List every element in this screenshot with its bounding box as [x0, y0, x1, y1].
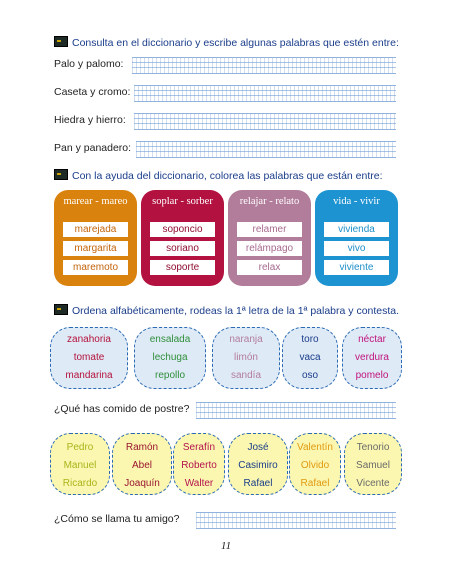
- exercise-icon: [54, 169, 68, 180]
- word-cloud-4: [282, 327, 338, 389]
- row-label-1: Palo y palomo:: [54, 58, 124, 70]
- cloud-word[interactable]: Rafael: [243, 478, 273, 489]
- instruction-1-text: Consulta en el diccionario y escribe algunas palabras que estén entre:: [72, 37, 399, 49]
- name-cloud-5: [289, 433, 341, 495]
- cloud-word[interactable]: Ricardo: [62, 478, 98, 489]
- cloud-word[interactable]: Rafael: [300, 478, 330, 489]
- question-2: ¿Cómo se llama tu amigo?: [54, 513, 180, 525]
- cloud-word[interactable]: Walter: [184, 478, 214, 489]
- cloud-word[interactable]: oso: [301, 370, 319, 381]
- answer-lines-4[interactable]: [136, 141, 396, 158]
- card-word[interactable]: relamer: [237, 222, 302, 237]
- cloud-word[interactable]: Olvido: [300, 460, 330, 471]
- answer-lines-5[interactable]: [196, 402, 396, 419]
- cloud-word[interactable]: néctar: [358, 334, 386, 345]
- word-card-2: [141, 190, 224, 286]
- cloud-word[interactable]: Valentín: [297, 442, 333, 453]
- exercise-icon: [54, 304, 68, 315]
- cloud-word[interactable]: tomate: [73, 352, 105, 363]
- cloud-word[interactable]: limón: [234, 352, 258, 363]
- instruction-1: [54, 36, 399, 49]
- cloud-word[interactable]: lechuga: [152, 352, 188, 363]
- cloud-word[interactable]: repollo: [154, 370, 186, 381]
- instruction-3-text: Ordena alfabéticamente, rodeas la 1ª letra de la 1ª palabra y contesta.: [72, 305, 400, 317]
- cloud-word[interactable]: Tenorio: [356, 442, 390, 453]
- cloud-word[interactable]: naranja: [229, 334, 263, 345]
- cloud-word[interactable]: Roberto: [181, 460, 217, 471]
- cloud-word[interactable]: verdura: [355, 352, 389, 363]
- exercise-icon: [54, 36, 68, 47]
- name-cloud-4: [228, 433, 288, 495]
- cloud-word[interactable]: pomelo: [355, 370, 389, 381]
- cloud-word[interactable]: ensalada: [149, 334, 191, 345]
- name-cloud-3: [173, 433, 225, 495]
- cloud-word[interactable]: vaca: [299, 352, 321, 363]
- card-word[interactable]: vivienda: [324, 222, 389, 237]
- card-word[interactable]: vivo: [324, 241, 389, 256]
- word-cloud-3: [212, 327, 280, 389]
- answer-lines-1[interactable]: [132, 57, 396, 74]
- cloud-word[interactable]: sandía: [230, 370, 262, 381]
- word-card-3: [228, 190, 311, 286]
- word-cloud-1: [50, 327, 128, 389]
- instruction-2: [54, 169, 383, 182]
- cloud-word[interactable]: José: [247, 442, 269, 453]
- cloud-word[interactable]: Abel: [131, 460, 153, 471]
- card-word[interactable]: maremoto: [63, 260, 128, 275]
- cloud-word[interactable]: mandarina: [65, 370, 113, 381]
- cloud-word[interactable]: Pedro: [66, 442, 94, 453]
- card-word[interactable]: soriano: [150, 241, 215, 256]
- name-cloud-6: [344, 433, 402, 495]
- word-card-1: [54, 190, 137, 286]
- cloud-word[interactable]: zanahoria: [67, 334, 111, 345]
- answer-lines-2[interactable]: [134, 85, 396, 102]
- instruction-3: [54, 304, 399, 317]
- card-header: vida - vivir: [333, 196, 380, 207]
- card-word[interactable]: soponcio: [150, 222, 215, 237]
- cloud-word[interactable]: Joaquín: [124, 478, 160, 489]
- row-label-4: Pan y panadero:: [54, 142, 132, 154]
- name-cloud-1: [50, 433, 110, 495]
- word-cloud-5: [342, 327, 402, 389]
- cloud-word[interactable]: Ramón: [125, 442, 159, 453]
- card-word[interactable]: viviente: [324, 260, 389, 275]
- card-header: soplar - sorber: [152, 196, 213, 207]
- word-cloud-2: [134, 327, 206, 389]
- cloud-word[interactable]: Serafín: [182, 442, 216, 453]
- card-word[interactable]: relámpago: [237, 241, 302, 256]
- card-word[interactable]: marejada: [63, 222, 128, 237]
- card-word[interactable]: relax: [237, 260, 302, 275]
- answer-lines-6[interactable]: [196, 512, 396, 529]
- cloud-word[interactable]: toro: [301, 334, 319, 345]
- cloud-word[interactable]: Samuel: [356, 460, 390, 471]
- cloud-word[interactable]: Vicente: [356, 478, 390, 489]
- card-header: marear - mareo: [63, 196, 128, 207]
- card-word[interactable]: soporte: [150, 260, 215, 275]
- answer-lines-3[interactable]: [134, 113, 396, 130]
- instruction-2-text: Con la ayuda del diccionario, colorea las palabras que están entre:: [72, 170, 383, 182]
- page-number: 11: [220, 540, 232, 552]
- name-cloud-2: [112, 433, 172, 495]
- card-word[interactable]: margarita: [63, 241, 128, 256]
- cloud-word[interactable]: Manuel: [63, 460, 97, 471]
- question-1: ¿Qué has comido de postre?: [54, 403, 190, 415]
- card-header: relajar - relato: [239, 196, 300, 207]
- cloud-word[interactable]: Casimiro: [238, 460, 278, 471]
- word-card-4: [315, 190, 398, 286]
- row-label-2: Caseta y cromo:: [54, 86, 131, 98]
- row-label-3: Hiedra y hierro:: [54, 114, 126, 126]
